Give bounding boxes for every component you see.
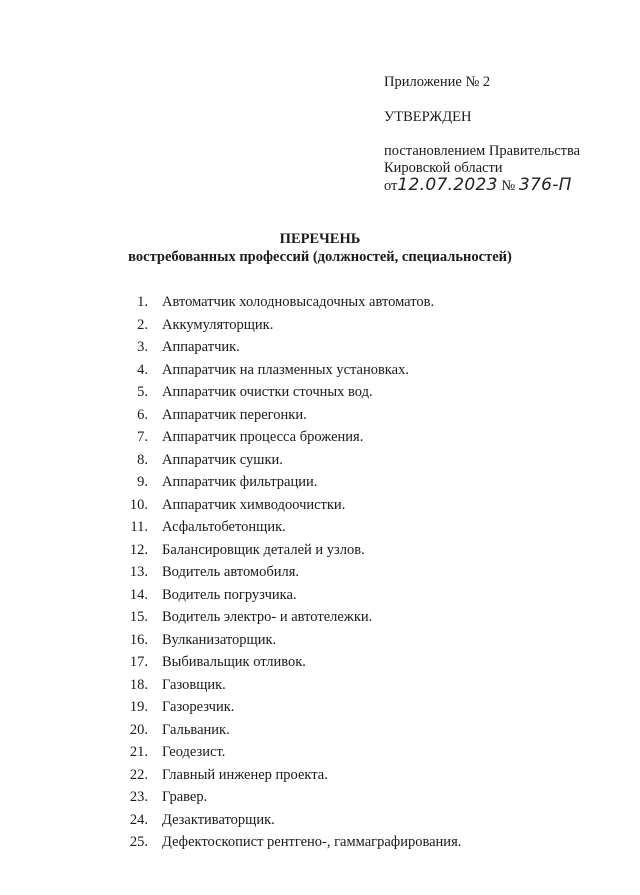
list-item-number: 10. — [129, 496, 148, 513]
list-item — [0, 426, 640, 449]
list-item-text: Аппаратчик процесса брожения. — [162, 429, 364, 445]
list-item-number: 4. — [137, 361, 148, 378]
list-item-number: 8. — [137, 451, 148, 468]
list-item — [0, 651, 640, 674]
list-item-text: Аппаратчик химводоочистки. — [162, 496, 346, 513]
list-item-text: Аппаратчик. — [162, 339, 240, 355]
list-item-number: 9. — [137, 474, 148, 490]
list-item-number: 2. — [137, 316, 148, 333]
list-item — [0, 696, 640, 719]
list-item — [0, 606, 640, 629]
list-item-text: Водитель погрузчика. — [162, 586, 297, 603]
list-item — [0, 741, 640, 764]
title-sub: востребованных профессий (должностей, специальностей) — [128, 249, 512, 265]
handwritten-number: 376-П — [518, 175, 572, 195]
list-item-number: 15. — [129, 609, 148, 625]
list-item-text: Геодезист. — [162, 744, 226, 760]
list-item-text: Балансировщик деталей и узлов. — [162, 541, 365, 558]
approval-block — [384, 74, 624, 195]
list-item — [0, 359, 640, 382]
list-item — [0, 584, 640, 607]
handwritten-date: 12.07.2023 — [397, 175, 498, 195]
list-item-text: Газовщик. — [162, 676, 226, 693]
resolution-date-number — [384, 177, 624, 195]
professions-list — [0, 291, 640, 854]
list-item-number: 13. — [129, 564, 148, 580]
list-item-number: 6. — [137, 406, 148, 423]
document-title — [0, 230, 640, 266]
list-item-number: 7. — [137, 429, 148, 445]
list-item — [0, 314, 640, 337]
list-item-number: 14. — [129, 586, 148, 603]
list-item — [0, 561, 640, 584]
list-item-number: 21. — [129, 744, 148, 760]
from-prefix: от — [384, 178, 398, 194]
list-item — [0, 539, 640, 562]
list-item — [0, 381, 640, 404]
title-main: ПЕРЕЧЕНЬ — [279, 231, 361, 247]
list-item-text: Аппаратчик очистки сточных вод. — [162, 384, 373, 400]
list-item-number: 12. — [129, 541, 148, 558]
list-item-text: Аппаратчик сушки. — [162, 451, 283, 468]
list-item — [0, 471, 640, 494]
list-item — [0, 404, 640, 427]
list-item-text: Дезактиваторщик. — [162, 811, 275, 828]
approved-label: УТВЕРЖДЕН — [384, 109, 472, 125]
list-item-number: 5. — [137, 384, 148, 400]
list-item — [0, 809, 640, 832]
list-item — [0, 629, 640, 652]
number-prefix: № — [501, 178, 516, 194]
resolution-line-1: постановлением Правительства — [384, 143, 581, 159]
list-item-number: 17. — [129, 654, 148, 670]
resolution-line-2: Кировской области — [384, 160, 503, 176]
list-item — [0, 719, 640, 742]
list-item-text: Аппаратчик перегонки. — [162, 406, 307, 423]
list-item — [0, 516, 640, 539]
list-item-text: Гравер. — [162, 789, 208, 805]
list-item — [0, 291, 640, 314]
list-item — [0, 831, 640, 854]
list-item-number: 23. — [129, 789, 148, 805]
list-item — [0, 786, 640, 809]
list-item-number: 22. — [129, 766, 148, 783]
list-item-text: Главный инженер проекта. — [162, 766, 328, 783]
list-item-number: 1. — [137, 294, 148, 310]
list-item-text: Асфальтобетонщик. — [162, 519, 286, 535]
list-item — [0, 449, 640, 472]
list-item — [0, 494, 640, 517]
appendix-label: Приложение № 2 — [384, 74, 491, 90]
list-item-text: Аппаратчик фильтрации. — [162, 474, 318, 490]
list-item-number: 24. — [129, 811, 148, 828]
list-item-number: 19. — [129, 699, 148, 715]
list-item-number: 20. — [129, 721, 148, 738]
list-item — [0, 336, 640, 359]
list-item-text: Водитель электро- и автотележки. — [162, 609, 373, 625]
list-item-text: Газорезчик. — [162, 699, 235, 715]
list-item-text: Автоматчик холодновысадочных автоматов. — [162, 294, 435, 310]
list-item-text: Вулканизаторщик. — [162, 631, 277, 648]
list-item — [0, 674, 640, 697]
list-item-text: Аккумуляторщик. — [162, 316, 274, 333]
list-item-text: Выбивальщик отливок. — [162, 654, 306, 670]
list-item-number: 16. — [129, 631, 148, 648]
list-item-number: 3. — [137, 339, 148, 355]
list-item-number: 18. — [129, 676, 148, 693]
list-item-text: Водитель автомобиля. — [162, 564, 300, 580]
list-item-text: Аппаратчик на плазменных установках. — [162, 361, 409, 378]
list-item-text: Дефектоскопист рентгено-, гаммаграфирования. — [162, 834, 462, 850]
list-item-number: 11. — [130, 519, 148, 535]
list-item-text: Гальваник. — [162, 721, 230, 738]
list-item — [0, 764, 640, 787]
list-item-number: 25. — [129, 834, 148, 850]
